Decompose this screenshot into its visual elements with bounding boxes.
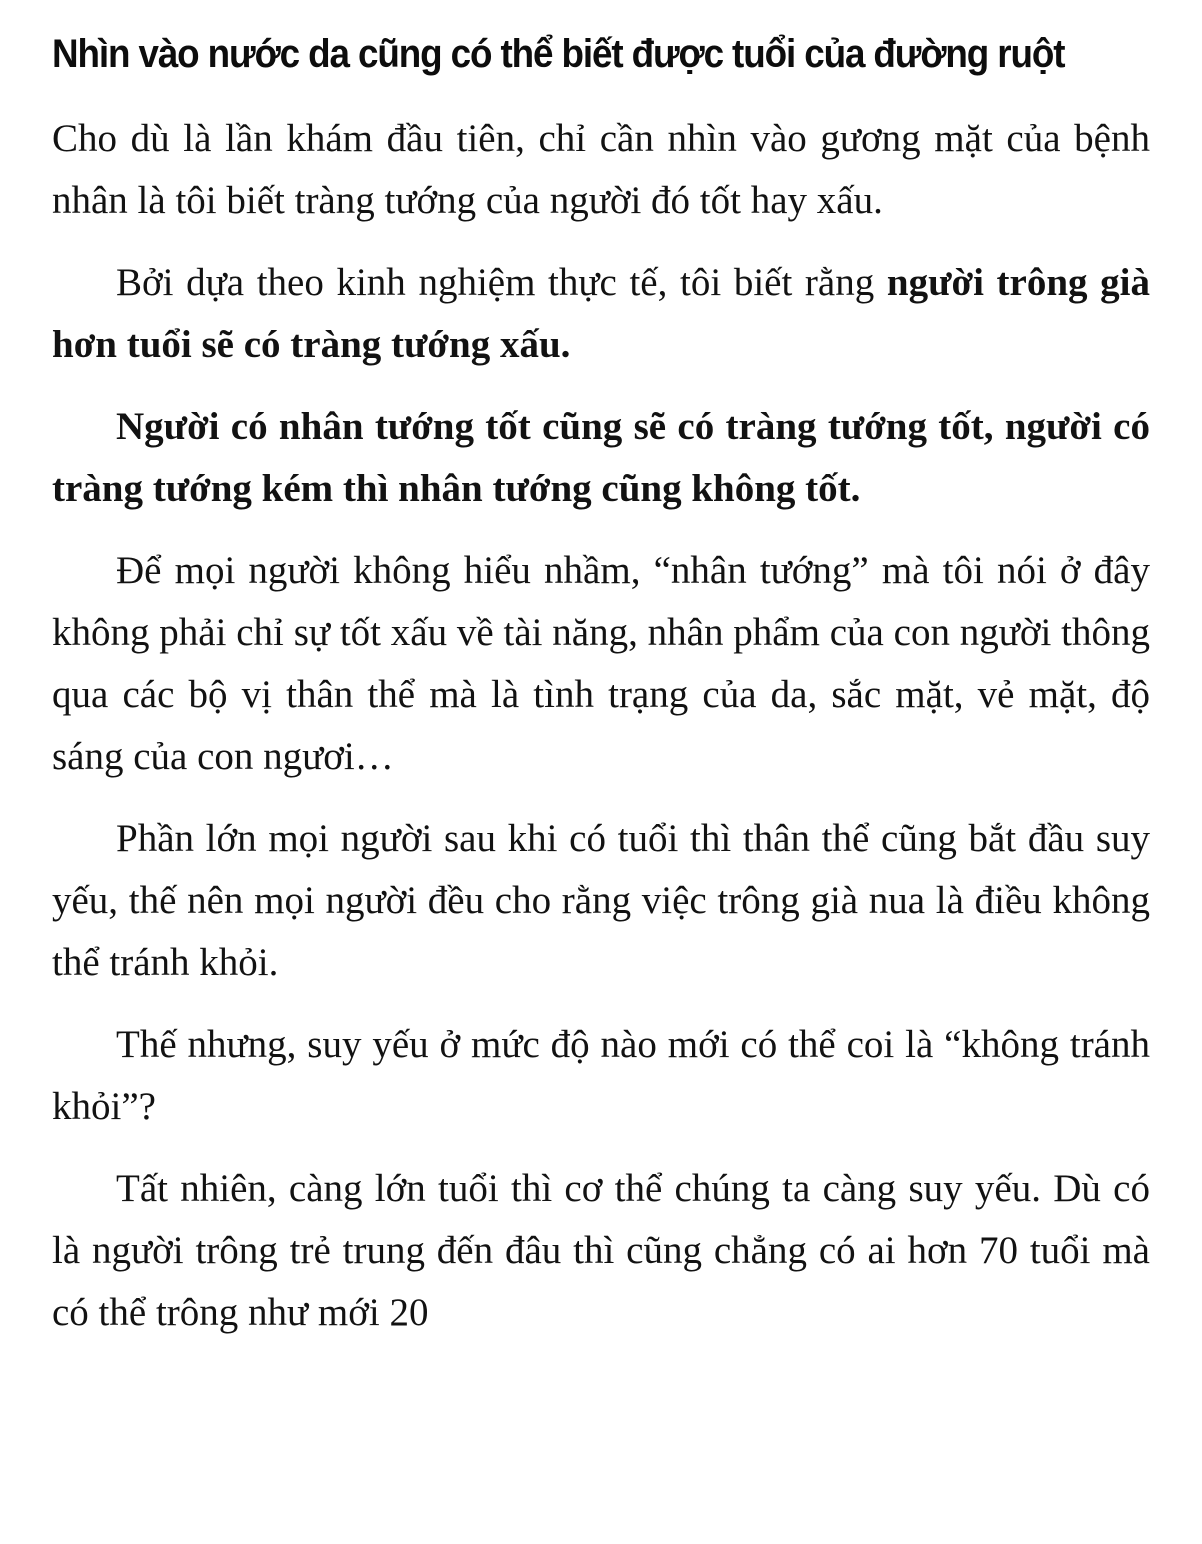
document-page [52,22,1150,1364]
paragraph-2-emphasis: người trông già hơn tuổi sẽ có tràng tướng xấu. [52,261,1150,366]
paragraph-2-text: Bởi dựa theo kinh nghiệm thực tế, tôi biết rằng [116,261,887,304]
section-heading: Nhìn vào nước da cũng có thể biết được tuổi của đường ruột [52,32,1065,76]
paragraph-4: Để mọi người không hiểu nhầm, “nhân tướng” mà tôi nói ở đây không phải chỉ sự tốt xấu về tài năng, nhân phẩm của con người thông qua các bộ vị thân thể mà là tình trạng của da, sắc mặt, vẻ mặt, độ sáng của con ngươi… [52,549,1150,778]
paragraph-3: Người có nhân tướng tốt cũng sẽ có tràng tướng tốt, người có tràng tướng kém thì nhân tướng cũng không tốt. [52,405,1150,510]
paragraph-2 [52,252,1150,376]
paragraph-7: Tất nhiên, càng lớn tuổi thì cơ thể chúng ta càng suy yếu. Dù có là người trông trẻ trung đến đâu thì cũng chẳng có ai hơn 70 tuổi mà có thể trông như mới 20 [52,1167,1150,1334]
paragraph-6: Thế nhưng, suy yếu ở mức độ nào mới có thể coi là “không tránh khỏi”? [52,1023,1150,1128]
paragraph-5: Phần lớn mọi người sau khi có tuổi thì thân thể cũng bắt đầu suy yếu, thế nên mọi người đều cho rằng việc trông già nua là điều không thể tránh khỏi. [52,817,1150,984]
paragraph-1: Cho dù là lần khám đầu tiên, chỉ cần nhìn vào gương mặt của bệnh nhân là tôi biết tràng tướng của người đó tốt hay xấu. [52,117,1150,222]
